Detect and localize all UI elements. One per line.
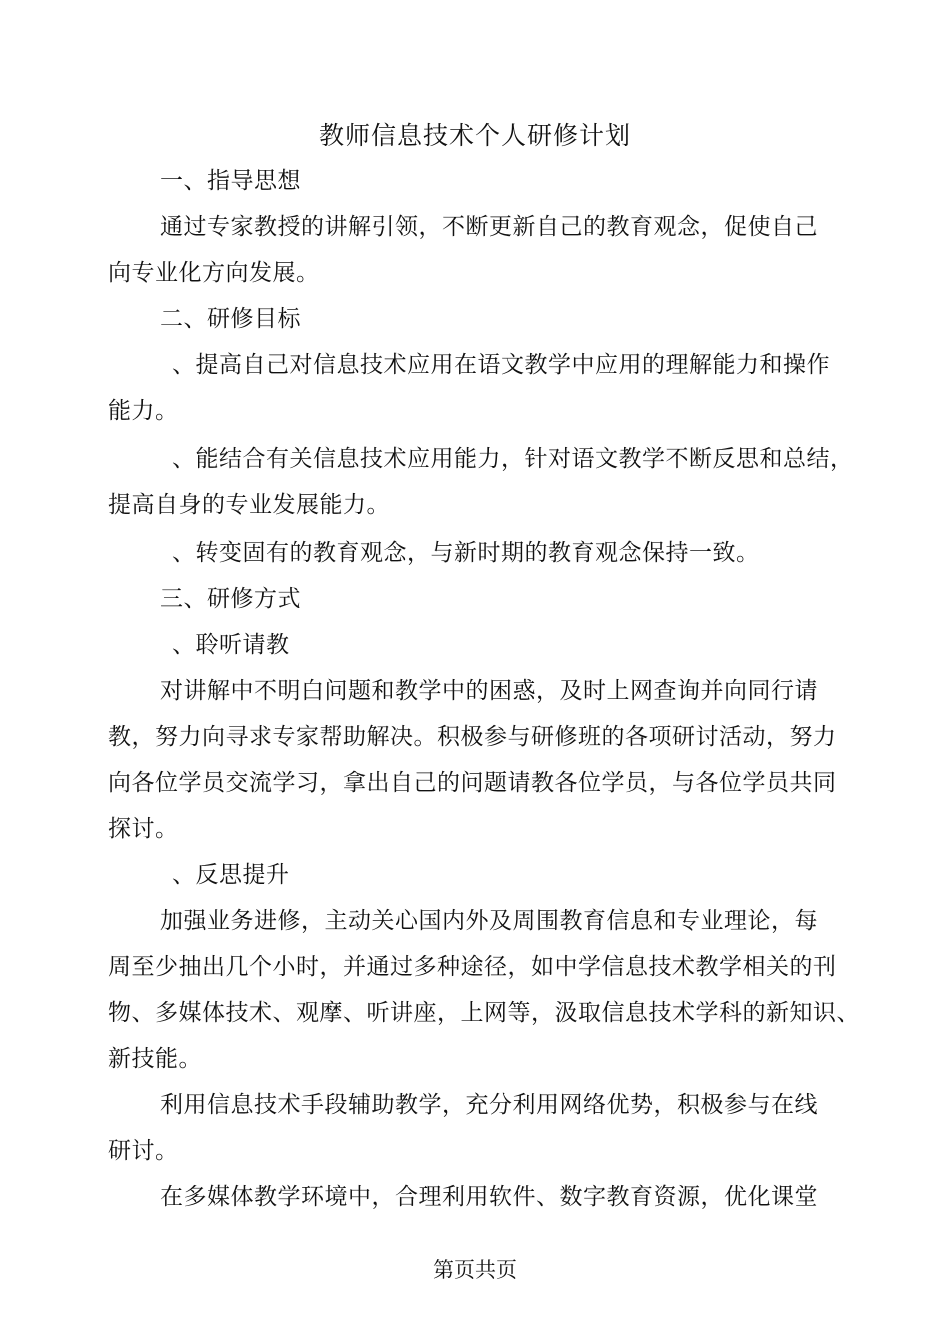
list-item: 、能结合有关信息技术应用能力，针对语文教学不断反思和总结， <box>172 446 854 472</box>
paragraph-line: 向各位学员交流学习，拿出自己的问题请教各位学员，与各位学员共同 <box>108 770 837 796</box>
paragraph-line: 向专业化方向发展。 <box>108 260 320 286</box>
subsection-heading: 、聆听请教 <box>172 632 290 658</box>
section-heading: 一、指导思想 <box>160 168 301 194</box>
section-heading: 二、研修目标 <box>160 306 301 332</box>
paragraph-line: 加强业务进修，主动关心国内外及周围教育信息和专业理论，每 <box>160 908 818 934</box>
page-title: 教师信息技术个人研修计划 <box>318 121 631 150</box>
paragraph-line: 周至少抽出几个小时，并通过多种途径，如中学信息技术教学相关的刊 <box>108 954 837 980</box>
paragraph-line: 研讨。 <box>108 1138 179 1164</box>
paragraph-line: 提高自身的专业发展能力。 <box>108 492 390 518</box>
paragraph-line: 对讲解中不明白问题和教学中的困惑，及时上网查询并向同行请 <box>160 678 818 704</box>
section-heading: 三、研修方式 <box>160 586 301 612</box>
paragraph-line: 新技能。 <box>108 1046 202 1072</box>
paragraph-line: 能力。 <box>108 398 179 424</box>
paragraph-line: 教，努力向寻求专家帮助解决。积极参与研修班的各项研讨活动，努力 <box>108 724 837 750</box>
paragraph-line: 在多媒体教学环境中，合理利用软件、数字教育资源，优化课堂 <box>160 1184 818 1210</box>
paragraph-line: 通过专家教授的讲解引领，不断更新自己的教育观念，促使自己 <box>160 214 818 240</box>
list-item: 、转变固有的教育观念，与新时期的教育观念保持一致。 <box>172 540 760 566</box>
paragraph-line: 物、多媒体技术、观摩、听讲座，上网等，汲取信息技术学科的新知识、 <box>108 1000 860 1026</box>
page-footer: 第页共页 <box>433 1258 517 1282</box>
list-item: 、提高自己对信息技术应用在语文教学中应用的理解能力和操作 <box>172 352 830 378</box>
subsection-heading: 、反思提升 <box>172 862 290 888</box>
paragraph-line: 探讨。 <box>108 816 179 842</box>
paragraph-line: 利用信息技术手段辅助教学，充分利用网络优势，积极参与在线 <box>160 1092 818 1118</box>
